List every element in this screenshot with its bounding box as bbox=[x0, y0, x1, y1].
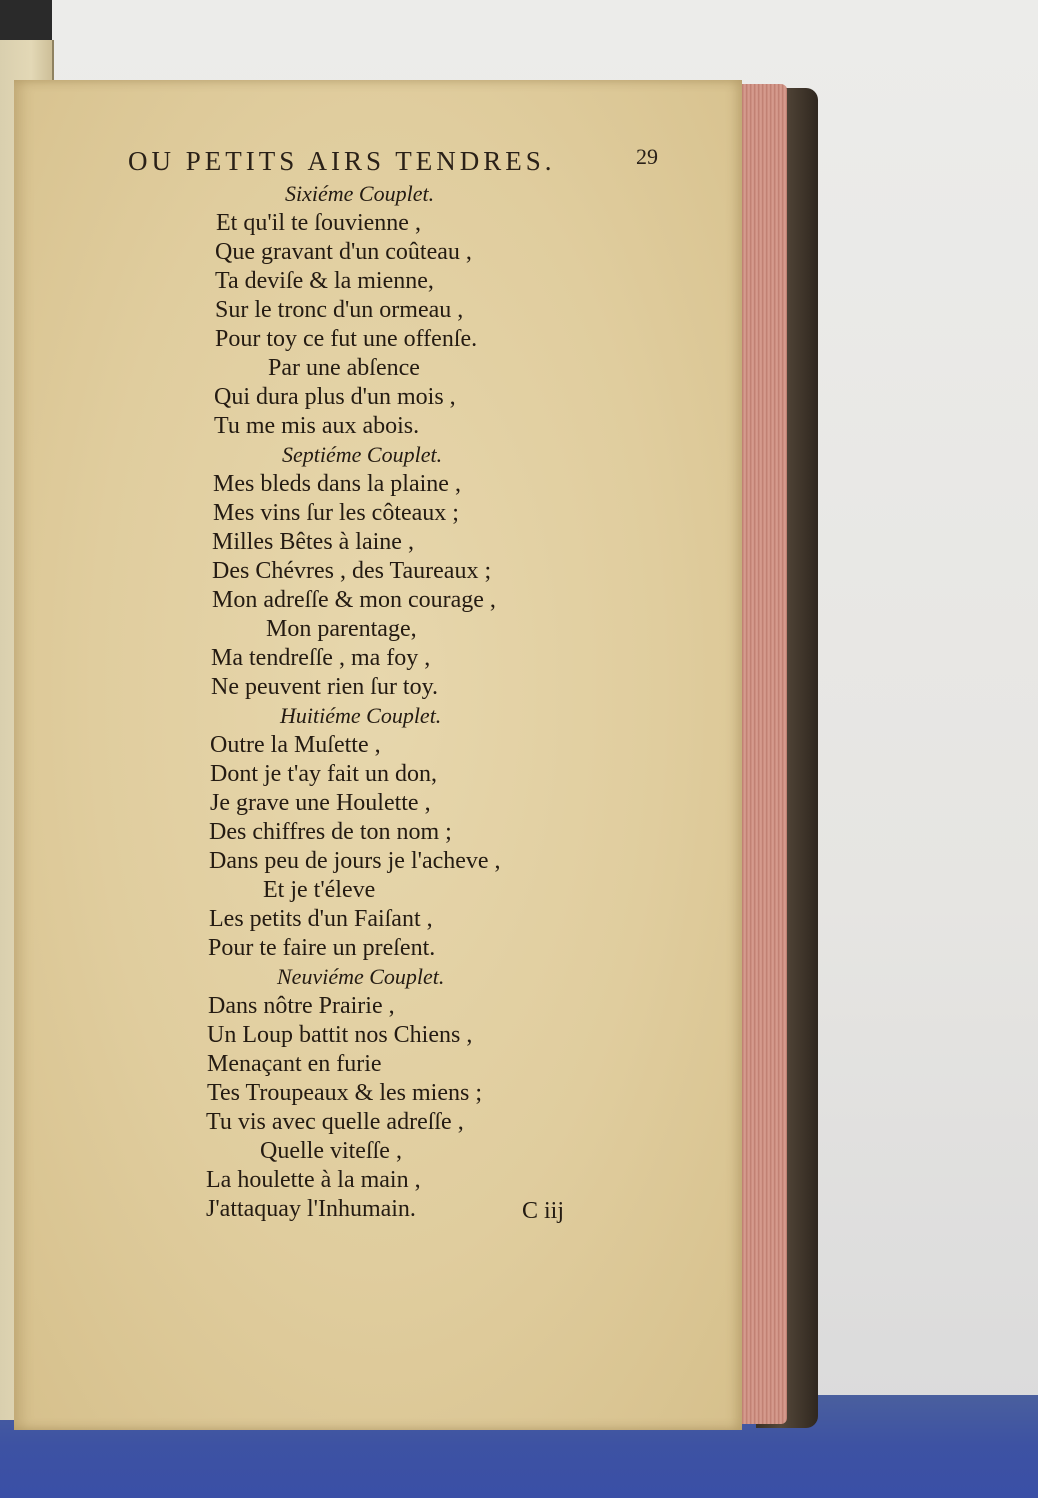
page-number: 29 bbox=[636, 144, 658, 169]
couplet-heading: Huitiéme Couplet. bbox=[280, 703, 442, 728]
verse-line: Mon parentage, bbox=[266, 616, 417, 642]
couplet-heading: Sixiéme Couplet. bbox=[285, 181, 435, 206]
running-title: OU PETITS AIRS TENDRES. bbox=[128, 146, 556, 176]
verse-line: Les petits d'un Faiſant , bbox=[209, 906, 433, 932]
verse-line: Des chiffres de ton nom ; bbox=[209, 819, 452, 845]
verse-line: Ne peuvent rien ſur toy. bbox=[211, 674, 439, 700]
verse-line: Mon adreſſe & mon courage , bbox=[212, 587, 496, 613]
verse-line: Ta deviſe & la mienne, bbox=[215, 268, 434, 294]
verse-line: J'attaquay l'Inhumain. bbox=[206, 1196, 416, 1222]
verse-line: Quelle viteſſe , bbox=[260, 1138, 402, 1164]
verse-line: Tu me mis aux abois. bbox=[214, 413, 420, 439]
verse-line: Menaçant en furie bbox=[207, 1051, 382, 1077]
verse-line: Tu vis avec quelle adreſſe , bbox=[206, 1109, 464, 1135]
verse-line: Dans nôtre Prairie , bbox=[208, 993, 395, 1019]
verse-line: Qui dura plus d'un mois , bbox=[214, 384, 456, 410]
verse-line: Sur le tronc d'un ormeau , bbox=[215, 297, 464, 323]
verse-line: Pour toy ce fut une offenſe. bbox=[215, 326, 478, 352]
couplet-heading: Septiéme Couplet. bbox=[282, 442, 443, 467]
verse-line: Et qu'il te ſouvienne , bbox=[216, 210, 421, 236]
verse-line: Un Loup battit nos Chiens , bbox=[207, 1022, 473, 1048]
verse-line: Par une abſence bbox=[268, 355, 420, 381]
verse-line: Je grave une Houlette , bbox=[210, 790, 431, 816]
verse-line: Que gravant d'un coûteau , bbox=[215, 239, 472, 265]
verse-line: Mes vins ſur les côteaux ; bbox=[213, 500, 459, 526]
verse-line: Pour te faire un preſent. bbox=[208, 935, 436, 961]
couplet-heading: Neuviéme Couplet. bbox=[277, 964, 445, 989]
verse-line: Dans peu de jours je l'acheve , bbox=[209, 848, 501, 874]
verse-line: Et je t'éleve bbox=[263, 877, 376, 903]
verse-line: Ma tendreſſe , ma foy , bbox=[211, 645, 431, 671]
red-page-edges bbox=[735, 84, 787, 1424]
signature-mark: C iij bbox=[522, 1198, 565, 1224]
verse-line: Des Chévres , des Taureaux ; bbox=[212, 558, 492, 584]
verse-line: La houlette à la main , bbox=[206, 1167, 421, 1193]
verse-line: Tes Troupeaux & les miens ; bbox=[207, 1080, 482, 1106]
verse-line: Milles Bêtes à laine , bbox=[212, 529, 414, 555]
verse-line: Mes bleds dans la plaine , bbox=[213, 471, 461, 497]
verse-line: Dont je t'ay fait un don, bbox=[210, 761, 437, 787]
verse-line: Outre la Muſette , bbox=[210, 732, 381, 758]
